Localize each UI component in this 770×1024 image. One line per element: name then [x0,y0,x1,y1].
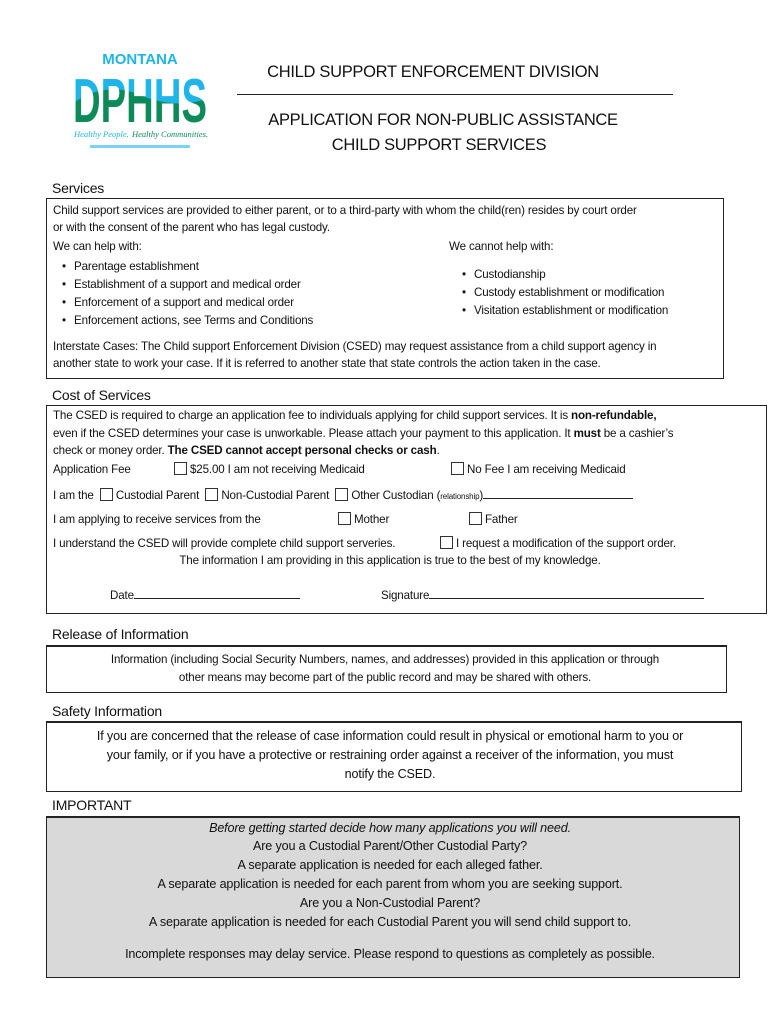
release-text: other means may become part of the public record and may be shared with others. [178,671,592,684]
important-line: Are you a Non-Custodial Parent? [299,896,481,910]
can-item: • Establishment of a support and medical order [62,278,301,291]
modification-checkbox[interactable] [440,536,453,549]
signature-field[interactable]: Signature [381,588,704,604]
cost-text: The CSED is required to charge an application fee to individuals applying for child support services. It is non-refundable, [53,409,657,422]
important-line: A separate application is needed for each alleged father. [237,858,543,872]
release-heading: Release of Information [52,626,189,642]
fee-25-checkbox[interactable] [174,462,187,475]
applying-from-label: I am applying to receive services from the [53,513,261,526]
svg-text:MONTANA: MONTANA [102,51,178,68]
father-checkbox[interactable] [469,512,482,525]
svg-text:Healthy People.: Healthy People. [74,129,129,139]
date-field[interactable]: Date [110,588,300,604]
interstate-text: another state to work your case. If it is referred to another state that state controls the action taken in the case. [53,357,601,370]
safety-heading: Safety Information [52,703,163,719]
non-custodial-parent-checkbox[interactable] [205,488,218,501]
no-fee-option[interactable]: No Fee I am receiving Medicaid [451,462,626,478]
important-line: Before getting started decide how many applications you will need. [209,821,571,835]
header-divider [237,94,673,95]
i-am-row: I am the Custodial Parent Non-Custodial Parent Other Custodian (relationship) [53,488,633,505]
can-item: • Enforcement actions, see Terms and Conditions [62,314,314,327]
no-fee-checkbox[interactable] [451,462,464,475]
fee-25-option[interactable]: $25.00 I am not receiving Medicaid [174,462,365,478]
custodial-parent-checkbox[interactable] [100,488,113,501]
dphhs-logo [70,50,210,155]
cannot-help-label: We cannot help with: [449,240,554,253]
application-subtitle: CHILD SUPPORT SERVICES [331,136,547,154]
cannot-item: • Custodianship [462,268,546,281]
application-fee-label: Application Fee [53,463,131,476]
cost-heading: Cost of Services [52,387,151,403]
understand-text: I understand the CSED will provide complete child support serveries. [53,537,396,550]
services-intro: or with the consent of the parent who has legal custody. [53,221,330,234]
can-help-label: We can help with: [53,240,142,253]
services-heading: Services [52,180,105,196]
important-line: A separate application is needed for each Custodial Parent you will send child support to. [148,915,632,929]
truth-statement: The information I am providing in this application is true to the best of my knowledge. [179,554,601,567]
interstate-text: Interstate Cases: The Child support Enforcement Division (CSED) may request assistance from a child support agency in [53,340,657,353]
modification-option[interactable]: I request a modification of the support order. [440,536,676,552]
svg-text:Healthy Communities.: Healthy Communities. [132,129,209,139]
important-line: Incomplete responses may delay service. Please respond to questions as completely as possible. [125,947,655,961]
can-item: • Parentage establishment [62,260,199,273]
safety-text: If you are concerned that the release of case information could result in physical or emotional harm to you or [96,729,684,743]
cannot-item: • Visitation establishment or modification [462,304,669,317]
father-option[interactable]: Father [469,512,518,528]
relationship-field[interactable] [483,498,633,499]
services-intro: Child support services are provided to either parent, or to a third-party with whom the child(ren) resides by court order [53,204,637,217]
safety-text: notify the CSED. [344,767,436,781]
cannot-item: • Custody establishment or modification [462,286,665,299]
important-line: Are you a Custodial Parent/Other Custodial Party? [252,839,528,853]
cost-text: even if the CSED determines your case is unworkable. Please attach your payment to this application. It must be a cashier’s [53,427,674,440]
division-title: CHILD SUPPORT ENFORCEMENT DIVISION [267,63,599,81]
release-text: Information (including Social Security Numbers, names, and addresses) provided in this application or through [110,653,660,666]
safety-text: your family, or if you have a protective or restraining order against a receiver of the information, you must [106,748,674,762]
important-line: A separate application is needed for each parent from whom you are seeking support. [157,877,623,891]
cost-text: check or money order. The CSED cannot accept personal checks or cash. [53,444,440,457]
application-title: APPLICATION FOR NON-PUBLIC ASSISTANCE [268,111,618,129]
mother-checkbox[interactable] [338,512,351,525]
other-custodian-checkbox[interactable] [335,488,348,501]
important-heading: IMPORTANT [52,797,132,813]
mother-option[interactable]: Mother [338,512,389,528]
can-item: • Enforcement of a support and medical order [62,296,294,309]
